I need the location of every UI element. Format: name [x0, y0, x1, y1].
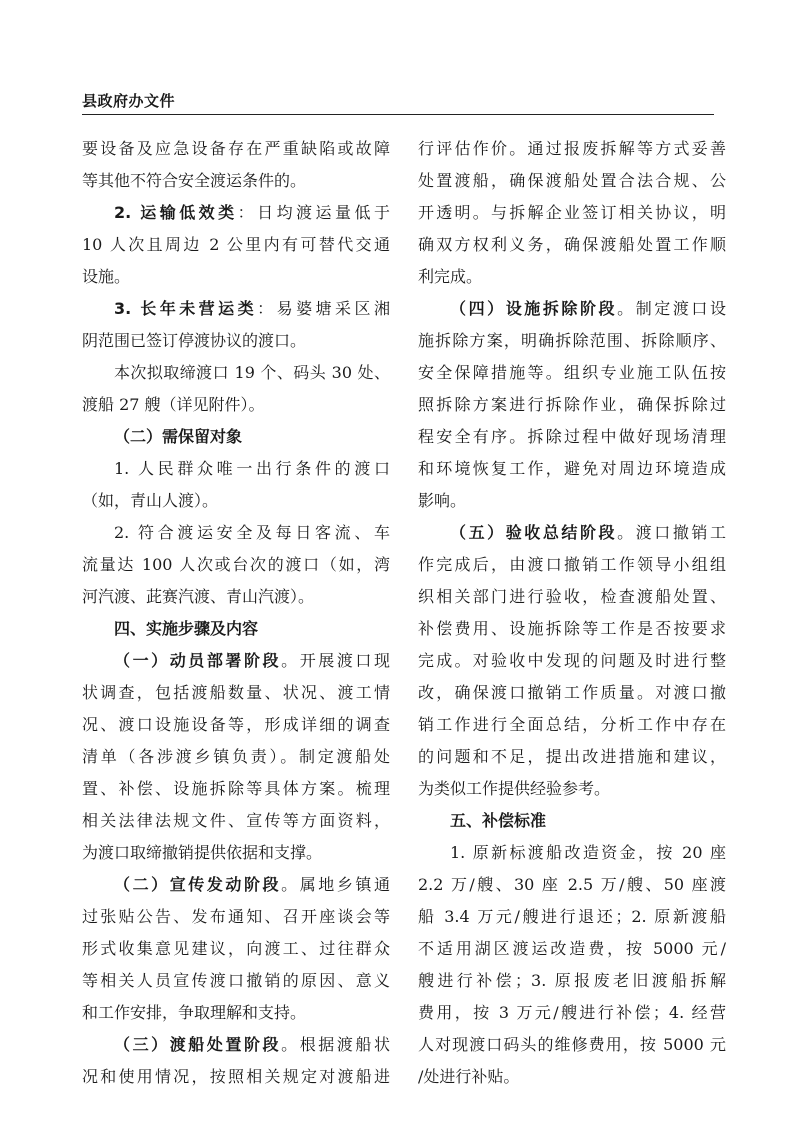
line-text: ：日均渡运量低于 — [237, 203, 390, 222]
line-text: ：易婆塘采区湘 — [257, 299, 390, 318]
line-text: 和环境恢复工作，避免对周边环境造成 — [418, 459, 726, 478]
line-text: 的问题和不足，提出改进措施和建议， — [418, 747, 726, 766]
line-text: 要设备及应急设备存在严重缺陷或故障 — [82, 139, 390, 158]
right-line — [418, 1061, 726, 1093]
left-line — [82, 389, 390, 421]
left-line — [82, 485, 390, 517]
section-heading: （二）需保留对象 — [114, 427, 243, 446]
left-line — [82, 805, 390, 837]
line-text: 艘进行补偿；3. 原报废老旧渡船拆解 — [418, 971, 726, 990]
line-text: 等相关人员宣传渡口撤销的原因、意义 — [82, 971, 390, 990]
right-line — [418, 197, 726, 229]
line-text: 开透明。与拆解企业签订相关协议，明 — [418, 203, 726, 222]
left-line — [82, 997, 390, 1029]
left-line — [82, 229, 390, 261]
right-line — [418, 613, 726, 645]
right-line — [418, 293, 726, 325]
line-text: 处置渡船，确保渡船处置合法合规、公 — [418, 171, 726, 190]
line-text: 流量达 100 人次或台次的渡口（如，湾 — [82, 555, 390, 574]
right-line — [418, 357, 726, 389]
line-text: 过张贴公告、发布通知、召开座谈会等 — [82, 907, 390, 926]
line-text: 不适用湖区渡运改造费，按 5000 元/ — [418, 939, 726, 958]
bold-lead: （三）渡船处置阶段 — [114, 1035, 282, 1054]
header-title: 县政府办文件 — [82, 92, 176, 110]
line-text: 。根据渡船状 — [281, 1035, 390, 1054]
right-line — [418, 229, 726, 261]
line-text: 行评估作价。通过报废拆解等方式妥善 — [418, 139, 726, 158]
line-text: 。制定渡口设 — [617, 299, 726, 318]
left-line — [82, 453, 390, 485]
line-text: 。开展渡口现 — [281, 651, 390, 670]
right-line — [418, 485, 726, 517]
right-line — [418, 549, 726, 581]
right-line — [418, 933, 726, 965]
line-text: 施拆除方案，明确拆除范围、拆除顺序、 — [418, 331, 726, 350]
line-text: 10 人次且周边 2 公里内有可替代交通 — [82, 235, 390, 254]
line-text: 况和使用情况，按照相关规定对渡船进 — [82, 1067, 390, 1086]
bold-lead: 3. 长年未营运类 — [114, 299, 258, 318]
left-line — [82, 197, 390, 229]
line-text: 。属地乡镇通 — [281, 875, 390, 894]
line-text: 1. 原新标渡船改造资金，按 20 座 — [450, 843, 726, 862]
left-line — [82, 517, 390, 549]
line-text: 和工作安排，争取理解和支持。 — [82, 1003, 307, 1022]
line-text: （如，青山人渡）。 — [82, 491, 219, 510]
left-line — [82, 741, 390, 773]
line-text: 本次拟取缔渡口 19 个、码头 30 处、 — [114, 363, 390, 382]
bold-lead: （五）验收总结阶段 — [450, 523, 618, 542]
right-column — [418, 133, 726, 1093]
section-heading: 四、实施步骤及内容 — [114, 619, 259, 638]
right-line — [418, 1029, 726, 1061]
left-line — [82, 1061, 390, 1093]
right-line — [418, 421, 726, 453]
left-line — [82, 1029, 390, 1061]
right-line — [418, 901, 726, 933]
line-text: 2. 符合渡运安全及每日客流、车 — [114, 523, 390, 542]
line-text: 河汽渡、茈赛汽渡、青山汽渡）。 — [82, 587, 315, 606]
line-text: 船 3.4 万元/艘进行退还；2. 原新渡船 — [418, 907, 726, 926]
line-text: 置、补偿、设施拆除等具体方案。梳理 — [82, 779, 390, 798]
left-line — [82, 613, 390, 645]
left-line — [82, 421, 390, 453]
right-line — [418, 997, 726, 1029]
line-text: 确双方权利义务，确保渡船处置工作顺 — [418, 235, 726, 254]
line-text: 改，确保渡口撤销工作质量。对渡口撤 — [418, 683, 726, 702]
right-line — [418, 581, 726, 613]
line-text: 设施。 — [82, 267, 131, 286]
line-text: /处进行补贴。 — [418, 1067, 520, 1086]
line-text: 。渡口撤销工 — [617, 523, 726, 542]
line-text: 阴范围已签订停渡协议的渡口。 — [82, 331, 307, 350]
right-line — [418, 389, 726, 421]
left-line — [82, 325, 390, 357]
line-text: 费用，按 3 万元/艘进行补偿；4. 经营 — [418, 1003, 726, 1022]
line-text: 况、渡口设施设备等，形成详细的调查 — [82, 715, 390, 734]
line-text: 清单（各涉渡乡镇负责）。制定渡船处 — [82, 747, 390, 766]
left-line — [82, 933, 390, 965]
left-line — [82, 869, 390, 901]
left-line — [82, 645, 390, 677]
left-line — [82, 133, 390, 165]
line-text: 1. 人民群众唯一出行条件的渡口 — [114, 459, 390, 478]
right-line — [418, 517, 726, 549]
line-text: 等其他不符合安全渡运条件的。 — [82, 171, 307, 190]
page-header — [82, 90, 714, 115]
left-line — [82, 549, 390, 581]
right-line — [418, 645, 726, 677]
right-line — [418, 869, 726, 901]
right-line — [418, 741, 726, 773]
left-column — [82, 133, 390, 1093]
right-line — [418, 165, 726, 197]
bold-lead: （一）动员部署阶段 — [114, 651, 282, 670]
right-line — [418, 133, 726, 165]
right-line — [418, 805, 726, 837]
left-line — [82, 901, 390, 933]
right-line — [418, 837, 726, 869]
left-line — [82, 773, 390, 805]
left-line — [82, 709, 390, 741]
section-heading: 五、补偿标准 — [450, 811, 547, 830]
line-text: 相关法律法规文件、宣传等方面资料， — [82, 811, 390, 830]
line-text: 为类似工作提供经验参考。 — [418, 779, 611, 798]
right-line — [418, 773, 726, 805]
bold-lead: （二）宣传发动阶段 — [114, 875, 282, 894]
line-text: 完成。对验收中发现的问题及时进行整 — [418, 651, 726, 670]
line-text: 形式收集意见建议，向渡工、过往群众 — [82, 939, 390, 958]
line-text: 2.2 万/艘、30 座 2.5 万/艘、50 座渡 — [418, 875, 726, 894]
line-text: 渡船 27 艘（详见附件）。 — [82, 395, 265, 414]
left-line — [82, 261, 390, 293]
line-text: 状调查，包括渡船数量、状况、渡工情 — [82, 683, 390, 702]
line-text: 织相关部门进行验收，检查渡船处置、 — [418, 587, 726, 606]
left-line — [82, 165, 390, 197]
line-text: 照拆除方案进行拆除作业，确保拆除过 — [418, 395, 726, 414]
right-line — [418, 709, 726, 741]
line-text: 程安全有序。拆除过程中做好现场清理 — [418, 427, 726, 446]
left-line — [82, 965, 390, 997]
line-text: 影响。 — [418, 491, 467, 510]
line-text: 作完成后，由渡口撤销工作领导小组组 — [418, 555, 726, 574]
line-text: 利完成。 — [418, 267, 483, 286]
right-line — [418, 261, 726, 293]
bold-lead: （四）设施拆除阶段 — [450, 299, 618, 318]
bold-lead: 2. 运输低效类 — [114, 203, 238, 222]
right-line — [418, 965, 726, 997]
left-line — [82, 581, 390, 613]
left-line — [82, 293, 390, 325]
line-text: 为渡口取缔撤销提供依据和支撑。 — [82, 843, 323, 862]
right-line — [418, 677, 726, 709]
right-line — [418, 325, 726, 357]
left-line — [82, 677, 390, 709]
line-text: 补偿费用、设施拆除等工作是否按要求 — [418, 619, 726, 638]
left-line — [82, 357, 390, 389]
right-line — [418, 453, 726, 485]
line-text: 销工作进行全面总结，分析工作中存在 — [418, 715, 726, 734]
line-text: 安全保障措施等。组织专业施工队伍按 — [418, 363, 726, 382]
line-text: 人对现渡口码头的维修费用，按 5000 元 — [418, 1035, 726, 1054]
left-line — [82, 837, 390, 869]
